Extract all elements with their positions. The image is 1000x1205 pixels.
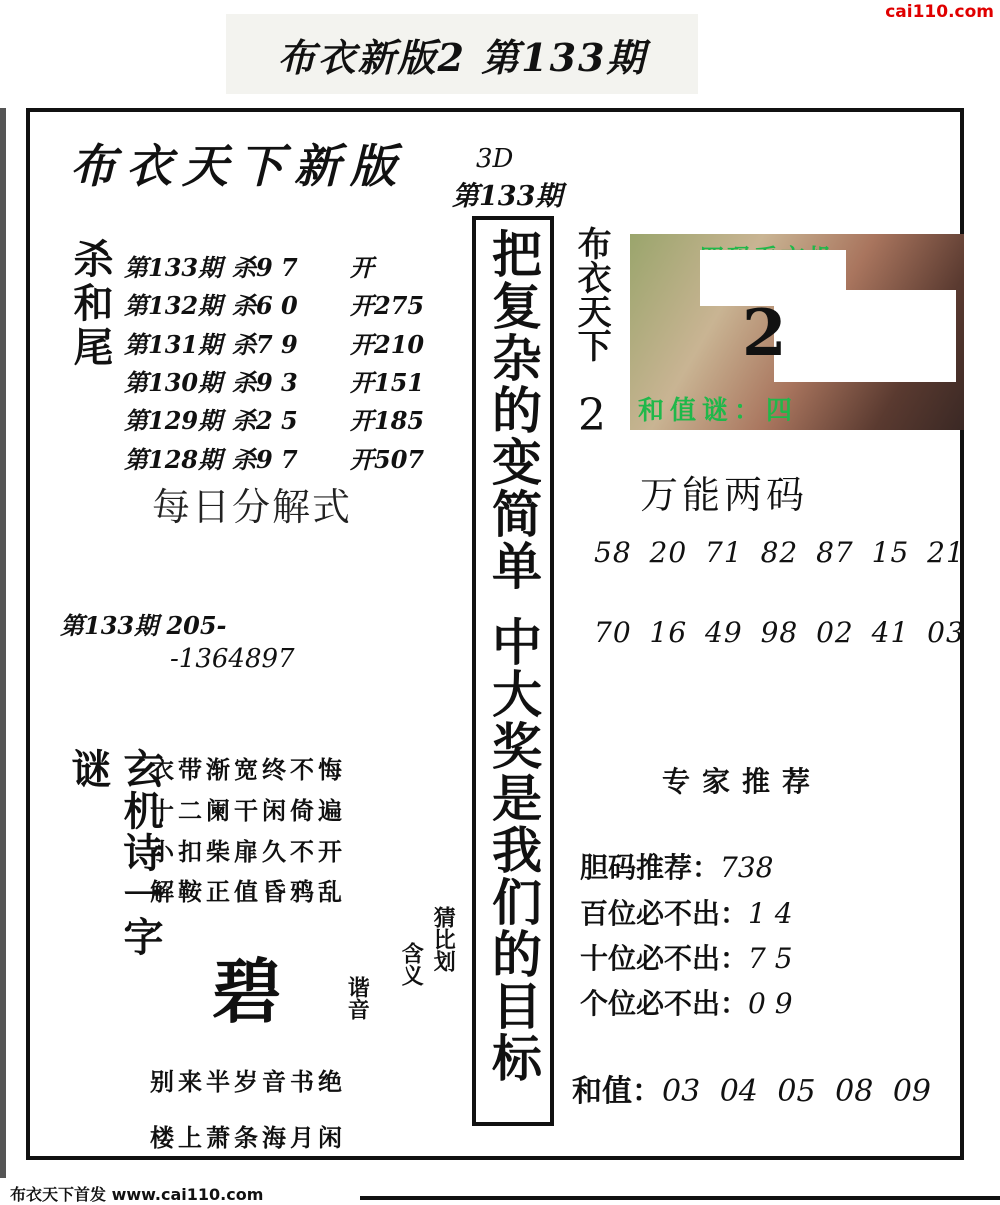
tens-exclude-label: 十位必不出：	[580, 942, 749, 975]
riddle-answer: 碧	[212, 950, 282, 1033]
kill-digits: 杀9 7	[232, 445, 298, 474]
kill-digits: 杀6 0	[232, 291, 298, 320]
photo-number: 2	[742, 296, 787, 371]
poem-line: 衣带渐宽终不悔	[150, 755, 346, 784]
promo-photo	[630, 234, 964, 430]
hundreds-exclude-value: 1 4	[748, 897, 793, 930]
units-exclude-value: 0 9	[748, 987, 793, 1020]
lottery-type-tag: 3D	[476, 144, 514, 174]
kill-row	[124, 248, 430, 283]
issue-tag: 第133期	[452, 181, 563, 212]
kill-digits: 杀9 7	[232, 253, 298, 282]
daily-formula-line1: 第133期 205-	[60, 611, 227, 640]
poem-line: 别来半岁音书绝	[150, 1067, 346, 1096]
sum-value-label: 和值：	[572, 1074, 662, 1109]
kill-row	[124, 325, 430, 360]
kill-result: 开210	[350, 330, 425, 359]
kill-result: 开185	[350, 406, 425, 435]
kill-result: 开151	[350, 368, 425, 397]
brand-number: 2	[578, 390, 606, 441]
poem-line: 解鞍正值昏鸦乱	[150, 877, 346, 906]
kill-issue: 第128期	[124, 445, 223, 474]
units-exclude-line	[580, 982, 793, 1022]
site-watermark: cai110.com	[885, 2, 994, 22]
riddle-section-label: 玄机诗一字谜	[65, 748, 164, 958]
brand-vertical: 布衣天下	[571, 226, 612, 362]
kill-result: 开	[350, 253, 374, 282]
sum-value-numbers: 03 04 05 08 09	[662, 1074, 932, 1109]
footer-rule	[360, 1196, 1000, 1200]
page-title: 布衣新版2 第133期	[226, 14, 698, 94]
dan-code-label: 胆码推荐：	[580, 851, 721, 884]
riddle-hint-stroke: 猜比划	[430, 906, 457, 972]
kill-result: 开507	[350, 445, 425, 474]
two-code-row: 58 20 71 82 87 15 21	[594, 536, 965, 569]
photo-bottom-caption: 和值谜：四	[638, 396, 799, 426]
riddle-hint-sound: 谐音	[344, 976, 371, 1020]
slogan-part2: 中大奖是我们的目标	[484, 616, 543, 1084]
kill-issue: 第131期	[124, 330, 223, 359]
kill-result: 开275	[350, 291, 425, 320]
kill-digits: 杀2 5	[232, 406, 298, 435]
left-edge-bar	[0, 108, 6, 1178]
kill-section-label: 杀和尾	[67, 238, 114, 370]
two-code-row: 70 16 49 98 02 41 03	[594, 616, 965, 649]
sum-value-line	[572, 1066, 931, 1110]
riddle-hint-meaning: 含义	[398, 942, 425, 986]
kill-row	[124, 401, 430, 436]
dan-code-line	[580, 846, 773, 886]
tens-exclude-line	[580, 937, 793, 977]
kill-issue: 第129期	[124, 406, 223, 435]
photo-cover-block	[774, 290, 956, 382]
poem-line: 楼上萧条海月闲	[150, 1123, 346, 1152]
kill-issue: 第132期	[124, 291, 223, 320]
tens-exclude-value: 7 5	[748, 942, 793, 975]
slogan-part1: 把复杂的变简单	[484, 228, 543, 592]
kill-issue: 第133期	[124, 253, 223, 282]
hundreds-exclude-label: 百位必不出：	[580, 897, 749, 930]
units-exclude-label: 个位必不出：	[580, 987, 749, 1020]
dan-code-value: 738	[720, 851, 774, 884]
slogan-text	[477, 228, 549, 1122]
poem-line: 小扣柴扉久不开	[150, 837, 346, 866]
poem-line: 十二阑干闲倚遍	[150, 796, 346, 825]
kill-digits: 杀7 9	[232, 330, 298, 359]
slogan-box	[472, 216, 554, 1126]
kill-digits: 杀9 3	[232, 368, 298, 397]
expert-title: 专家推荐	[662, 765, 823, 798]
footer-text: 布衣天下首发 www.cai110.com	[10, 1185, 264, 1204]
hundreds-exclude-line	[580, 892, 793, 932]
daily-formula-line2: -1364897	[170, 644, 295, 674]
kill-row	[124, 363, 430, 398]
two-code-title: 万能两码	[640, 473, 809, 517]
daily-formula-title: 每日分解式	[152, 485, 353, 529]
kill-issue: 第130期	[124, 368, 223, 397]
board-title: 布衣天下新版	[70, 139, 406, 193]
kill-row	[124, 286, 430, 321]
kill-row	[124, 440, 430, 475]
